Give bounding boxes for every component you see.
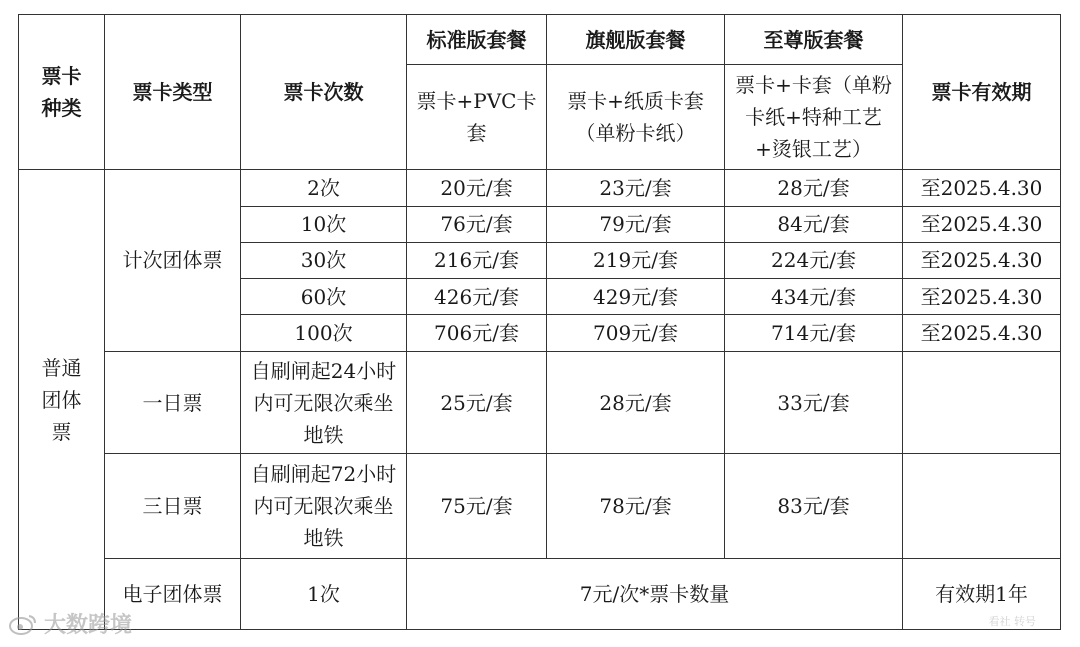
day1-validity <box>903 351 1061 454</box>
metered-flagship-price: 23元/套 <box>547 170 725 206</box>
day1-flagship-price: 28元/套 <box>547 351 725 454</box>
metered-count: 10次 <box>241 206 407 242</box>
day1-standard-price: 25元/套 <box>407 351 547 454</box>
header-premium-package: 至尊版套餐 <box>725 15 903 65</box>
metered-flagship-price: 219元/套 <box>547 242 725 278</box>
flagship-package-desc: 票卡+纸质卡套（单粉卡纸） <box>547 65 725 170</box>
day3-description: 自刷闸起72小时内可无限次乘坐地铁 <box>241 454 407 559</box>
metered-count: 60次 <box>241 279 407 315</box>
metered-standard-price: 706元/套 <box>407 315 547 351</box>
metered-type-label: 计次团体票 <box>105 170 241 351</box>
day1-description: 自刷闸起24小时内可无限次乘坐地铁 <box>241 351 407 454</box>
day3-type-label: 三日票 <box>105 454 241 559</box>
premium-package-desc: 票卡+卡套（单粉卡纸+特种工艺+烫银工艺） <box>725 65 903 170</box>
metered-premium-price: 714元/套 <box>725 315 903 351</box>
header-validity: 票卡有效期 <box>903 15 1061 170</box>
metered-count: 100次 <box>241 315 407 351</box>
day1-type-label: 一日票 <box>105 351 241 454</box>
group-label: 普通团体票 <box>19 170 105 630</box>
header-standard-package: 标准版套餐 <box>407 15 547 65</box>
metered-premium-price: 224元/套 <box>725 242 903 278</box>
electronic-type-label: 电子团体票 <box>105 559 241 630</box>
electronic-count: 1次 <box>241 559 407 630</box>
metered-standard-price: 426元/套 <box>407 279 547 315</box>
standard-package-desc: 票卡+PVC卡套 <box>407 65 547 170</box>
metered-flagship-price: 79元/套 <box>547 206 725 242</box>
metered-flagship-price: 429元/套 <box>547 279 725 315</box>
metered-validity: 至2025.4.30 <box>903 315 1061 351</box>
day3-validity <box>903 454 1061 559</box>
stamp-text: 看社 转号 <box>988 615 1036 628</box>
weibo-logo-icon <box>8 612 38 636</box>
day3-flagship-price: 78元/套 <box>547 454 725 559</box>
metered-count: 30次 <box>241 242 407 278</box>
watermark-text: 大数跨境 <box>44 613 133 638</box>
metered-premium-price: 434元/套 <box>725 279 903 315</box>
header-card-category: 票卡 种类 <box>19 15 105 170</box>
header-card-count: 票卡次数 <box>241 15 407 170</box>
metered-validity: 至2025.4.30 <box>903 279 1061 315</box>
metered-validity: 至2025.4.30 <box>903 206 1061 242</box>
metered-standard-price: 216元/套 <box>407 242 547 278</box>
metered-flagship-price: 709元/套 <box>547 315 725 351</box>
metered-premium-price: 28元/套 <box>725 170 903 206</box>
metered-validity: 至2025.4.30 <box>903 242 1061 278</box>
metered-standard-price: 20元/套 <box>407 170 547 206</box>
header-flagship-package: 旗舰版套餐 <box>547 15 725 65</box>
day1-premium-price: 33元/套 <box>725 351 903 454</box>
day3-premium-price: 83元/套 <box>725 454 903 559</box>
electronic-price: 7元/次*票卡数量 <box>407 559 903 630</box>
metered-premium-price: 84元/套 <box>725 206 903 242</box>
watermark <box>8 608 132 639</box>
electronic-validity: 有效期1年 <box>903 559 1061 630</box>
header-card-type: 票卡类型 <box>105 15 241 170</box>
day3-standard-price: 75元/套 <box>407 454 547 559</box>
metered-count: 2次 <box>241 170 407 206</box>
metered-standard-price: 76元/套 <box>407 206 547 242</box>
metered-validity: 至2025.4.30 <box>903 170 1061 206</box>
fare-table <box>18 14 1061 630</box>
